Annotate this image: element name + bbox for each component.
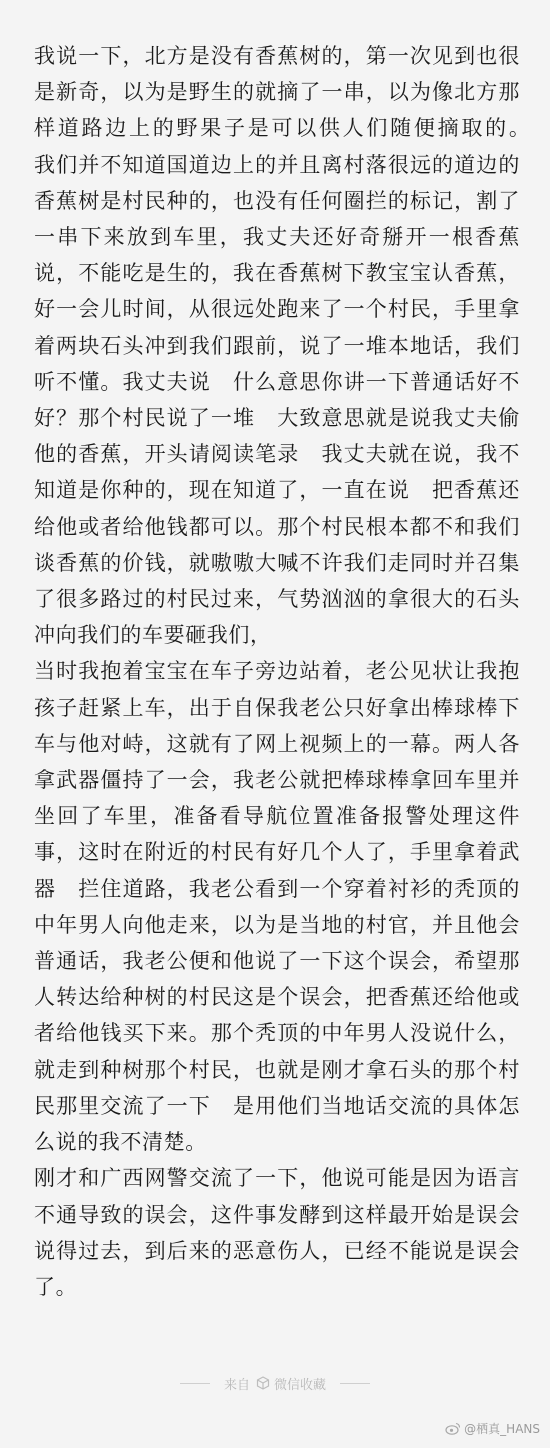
footer-source-label: 微信收藏 (274, 1377, 327, 1393)
note-paragraph-3: 刚才和广西网警交流了一下，他说可能是因为语言不通导致的误会，这件事发酵到这样最开始是误会说得过去，到后来的恶意伤人，已经不能说是误会了。 (34, 1166, 520, 1299)
watermark-handle: @栖真_HANS (464, 1422, 540, 1436)
footer-right-divider (340, 1383, 370, 1384)
note-paragraph-2: 当时我抱着宝宝在车子旁边站着，老公见状让我抱孩子赶紧上车，出于自保我老公只好拿出棒球棒下车与他对峙，这就有了网上视频上的一幕。两人各拿武器僵持了一会，我老公就把棒球棒拿回车里并坐回了车里，准备看导航位置准备报警处理这件事，这时在附近的村民有好几个人了，手里拿着武器 拦住道路，我老公看到一个穿着衬衫的秃顶的中年男人向他走来，以为是当地的村官，并且他会普通话，我老公便和他说了一下这个误会，希望那人转达给种树的村民这是个误会，把香蕉还给他或者给他钱买下来。那个秃顶的中年男人没说什么，就走到种树那个村民，也就是刚才拿石头的那个村民那里交流了一下 是用他们当地话交流的具体怎么说的我不清楚。 (34, 659, 520, 1155)
note-text-body (34, 38, 542, 1305)
note-paragraph-1: 我说一下，北方是没有香蕉树的，第一次见到也很是新奇，以为是野生的就摘了一串，以为像北方那样道路边上的野果子是可以供人们随便摘取的。 我们并不知道国道边上的并且离村落很远的道边的香蕉树是村民种的，也没有任何圈拦的标记，割了一串下来放到车里，我丈夫还好奇掰开一根香蕉说，不能吃是生的，我在香蕉树下教宝宝认香蕉，好一会儿时间，从很远处跑来了一个村民，手里拿着两块石头冲到我们跟前，说了一堆本地话，我们听不懂。我丈夫说 什么意思你讲一下普通话好不好？那个村民说了一堆 大致意思就是说我丈夫偷他的香蕉，开头请阅读笔录 我丈夫就在说，我不知道是你种的，现在知道了，一直在说 把香蕉还给他或者给他钱都可以。那个村民根本都不和我们谈香蕉的价钱，就嗷嗷大喊不许我们走同时并召集了很多路过的村民过来，气势汹汹的拿很大的石头冲向我们的车要砸我们， (34, 44, 542, 648)
weibo-logo-icon (445, 1422, 461, 1435)
weibo-watermark (445, 1420, 540, 1437)
favorites-cube-icon (256, 1376, 270, 1390)
footer-from-label: 来自 (223, 1377, 250, 1393)
footer-left-divider (180, 1383, 210, 1384)
source-footer (0, 1368, 550, 1398)
